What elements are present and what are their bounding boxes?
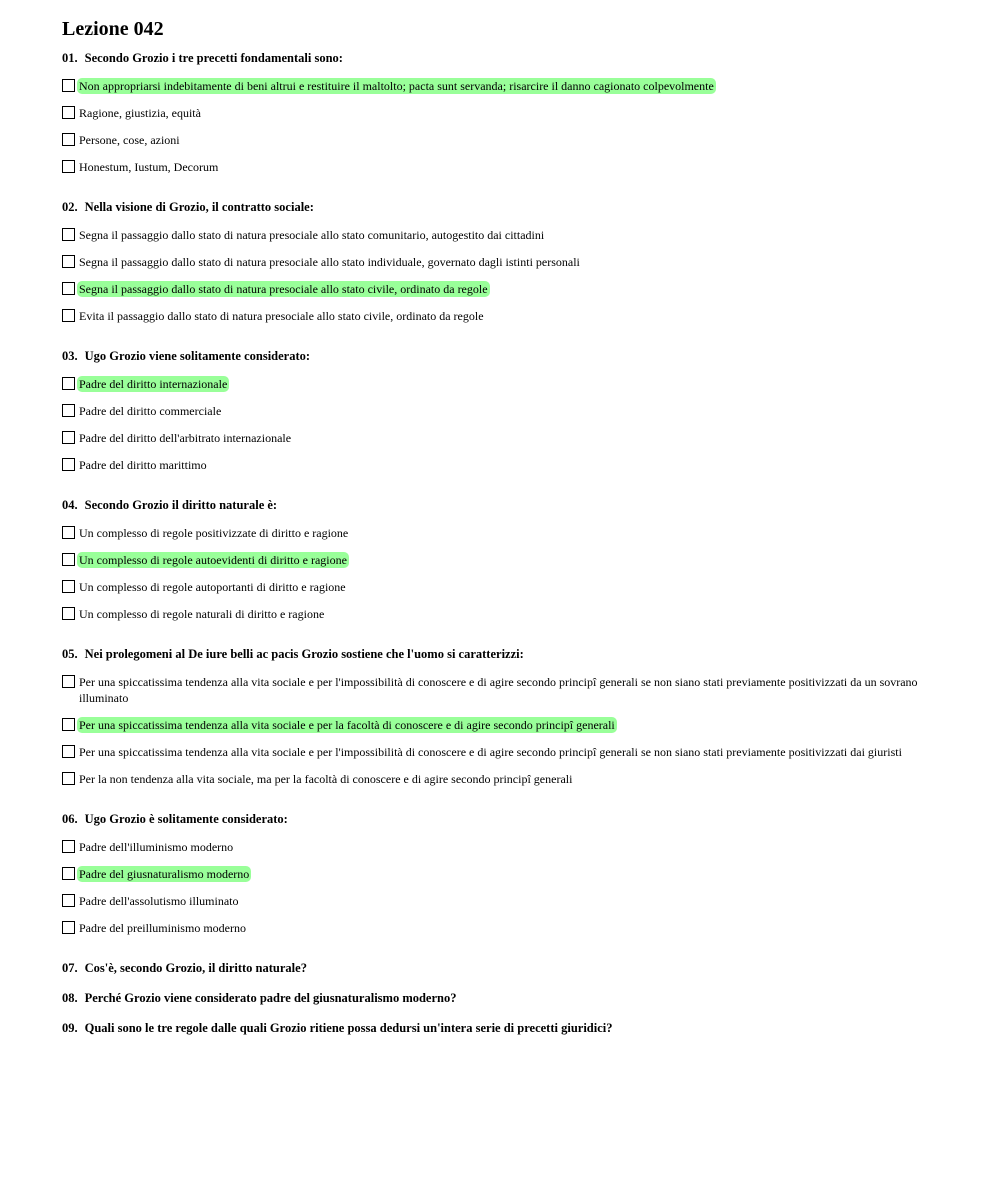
question [62, 51, 942, 175]
question-text: Quali sono le tre regole dalle quali Grozio ritiene possa dedursi un'intera serie di precetti giuridici? [84, 1021, 613, 1035]
answer-option[interactable] [62, 227, 942, 243]
answer-option[interactable] [62, 78, 942, 94]
answer-option[interactable] [62, 457, 942, 473]
answer-text: Padre dell'illuminismo moderno [79, 840, 234, 854]
answer-text-correct: Non appropriarsi indebitamente di beni altrui e restituire il maltolto; pacta sunt servanda; risarcire il danno cagionato colpevolmente [79, 79, 714, 93]
page-title: Lezione 042 [62, 18, 164, 40]
answer-text: Segna il passaggio dallo stato di natura presociale allo stato individuale, governato dagli istinti personali [79, 255, 580, 269]
question [62, 498, 942, 622]
question [62, 647, 942, 787]
answer-option[interactable] [62, 717, 942, 733]
answer-checkbox[interactable] [62, 526, 75, 539]
question-title [62, 647, 942, 662]
answer-text: Per la non tendenza alla vita sociale, ma per la facoltà di conoscere e di agire secondo principî generali [79, 772, 573, 786]
question-text: Nella visione di Grozio, il contratto sociale: [84, 200, 314, 214]
question-number: 08. [62, 991, 78, 1005]
open-question [62, 1021, 942, 1036]
answer-option[interactable] [62, 159, 942, 175]
open-question [62, 991, 942, 1006]
answer-text: Ragione, giustizia, equità [79, 106, 201, 120]
question-text: Secondo Grozio il diritto naturale è: [84, 498, 278, 512]
question-spacer [62, 484, 942, 498]
answer-option[interactable] [62, 579, 942, 595]
answer-text: Per una spiccatissima tendenza alla vita sociale e per l'impossibilità di conoscere e di agire secondo principî generali se non siano stati previamente positivizzati dai giuristi [79, 745, 902, 759]
answer-checkbox[interactable] [62, 282, 75, 295]
answer-text-correct: Padre del giusnaturalismo moderno [79, 867, 250, 881]
question [62, 349, 942, 473]
question-number: 02. [62, 200, 78, 214]
answer-option[interactable] [62, 430, 942, 446]
answer-text: Un complesso di regole naturali di diritto e ragione [79, 607, 325, 621]
question-title [62, 349, 942, 364]
answer-option[interactable] [62, 771, 942, 787]
answer-text: Padre del diritto dell'arbitrato internazionale [79, 431, 292, 445]
question-title [62, 200, 942, 215]
question-spacer [62, 186, 942, 200]
answer-checkbox[interactable] [62, 921, 75, 934]
question [62, 812, 942, 936]
answer-checkbox[interactable] [62, 404, 75, 417]
answer-option[interactable] [62, 674, 942, 706]
answer-text-correct: Segna il passaggio dallo stato di natura presociale allo stato civile, ordinato da regole [79, 282, 488, 296]
answer-text: Un complesso di regole positivizzate di diritto e ragione [79, 526, 349, 540]
answer-checkbox[interactable] [62, 718, 75, 731]
question-text: Perché Grozio viene considerato padre del giusnaturalismo moderno? [84, 991, 457, 1005]
question-spacer [62, 1036, 942, 1051]
question-text: Cos'è, secondo Grozio, il diritto naturale? [84, 961, 307, 975]
answer-checkbox[interactable] [62, 377, 75, 390]
answer-option[interactable] [62, 105, 942, 121]
question-number: 03. [62, 349, 78, 363]
question-number: 01. [62, 51, 78, 65]
question-spacer [62, 1006, 942, 1021]
answer-option[interactable] [62, 132, 942, 148]
answer-text-correct: Per una spiccatissima tendenza alla vita sociale e per la facoltà di conoscere e di agire secondo principî generali [79, 718, 615, 732]
answer-option[interactable] [62, 552, 942, 568]
answer-checkbox[interactable] [62, 580, 75, 593]
question-title [62, 1021, 942, 1036]
answer-checkbox[interactable] [62, 772, 75, 785]
answer-text: Segna il passaggio dallo stato di natura presociale allo stato comunitario, autogestito dai cittadini [79, 228, 545, 242]
answer-text: Padre del diritto commerciale [79, 404, 222, 418]
answer-text: Persone, cose, azioni [79, 133, 180, 147]
question-spacer [62, 976, 942, 991]
answer-option[interactable] [62, 606, 942, 622]
answer-checkbox[interactable] [62, 840, 75, 853]
answer-text: Evita il passaggio dallo stato di natura presociale allo stato civile, ordinato da regole [79, 309, 484, 323]
answer-text-correct: Padre del diritto internazionale [79, 377, 228, 391]
answer-option[interactable] [62, 839, 942, 855]
answer-option[interactable] [62, 308, 942, 324]
question-spacer [62, 798, 942, 812]
answer-checkbox[interactable] [62, 255, 75, 268]
answer-checkbox[interactable] [62, 228, 75, 241]
question-number: 06. [62, 812, 78, 826]
answer-checkbox[interactable] [62, 160, 75, 173]
question-spacer [62, 335, 942, 349]
answer-checkbox[interactable] [62, 675, 75, 688]
answer-checkbox[interactable] [62, 607, 75, 620]
answer-text: Per una spiccatissima tendenza alla vita sociale e per l'impossibilità di conoscere e di agire secondo principî generali se non siano stati previamente positivizzati da un sovrano illuminato [79, 675, 918, 705]
answer-option[interactable] [62, 920, 942, 936]
question-spacer [62, 633, 942, 647]
question-text: Ugo Grozio è solitamente considerato: [84, 812, 288, 826]
question-title [62, 51, 942, 66]
answer-checkbox[interactable] [62, 867, 75, 880]
question-spacer [62, 947, 942, 961]
question-number: 05. [62, 647, 78, 661]
answer-checkbox[interactable] [62, 106, 75, 119]
answer-option[interactable] [62, 281, 942, 297]
answer-checkbox[interactable] [62, 458, 75, 471]
question-number: 09. [62, 1021, 78, 1035]
question-title [62, 961, 942, 976]
answer-checkbox[interactable] [62, 133, 75, 146]
answer-option[interactable] [62, 866, 942, 882]
answer-checkbox[interactable] [62, 894, 75, 907]
answer-text: Honestum, Iustum, Decorum [79, 160, 219, 174]
question-number: 04. [62, 498, 78, 512]
open-question [62, 961, 942, 976]
answer-text: Un complesso di regole autoportanti di diritto e ragione [79, 580, 346, 594]
question-text: Nei prolegomeni al De iure belli ac pacis Grozio sostiene che l'uomo si caratterizzi: [84, 647, 524, 661]
answer-checkbox[interactable] [62, 745, 75, 758]
answer-option[interactable] [62, 403, 942, 419]
question-title [62, 991, 942, 1006]
question-number: 07. [62, 961, 78, 975]
answer-checkbox[interactable] [62, 553, 75, 566]
open-questions-section [62, 961, 942, 1051]
answer-option[interactable] [62, 376, 942, 392]
answer-option[interactable] [62, 893, 942, 909]
question [62, 200, 942, 324]
answer-checkbox[interactable] [62, 79, 75, 92]
answer-text: Padre del preilluminismo moderno [79, 921, 246, 935]
answer-text-correct: Un complesso di regole autoevidenti di diritto e ragione [79, 553, 347, 567]
answer-option[interactable] [62, 254, 942, 270]
answer-option[interactable] [62, 744, 942, 760]
answer-option[interactable] [62, 525, 942, 541]
quiz-page [62, 16, 942, 1051]
answer-text: Padre del diritto marittimo [79, 458, 207, 472]
question-text: Ugo Grozio viene solitamente considerato: [84, 349, 311, 363]
answer-text: Padre dell'assolutismo illuminato [79, 894, 239, 908]
multiple-choice-section [62, 51, 942, 961]
question-title [62, 812, 942, 827]
question-title [62, 498, 942, 513]
question-text: Secondo Grozio i tre precetti fondamentali sono: [84, 51, 343, 65]
answer-checkbox[interactable] [62, 431, 75, 444]
answer-checkbox[interactable] [62, 309, 75, 322]
